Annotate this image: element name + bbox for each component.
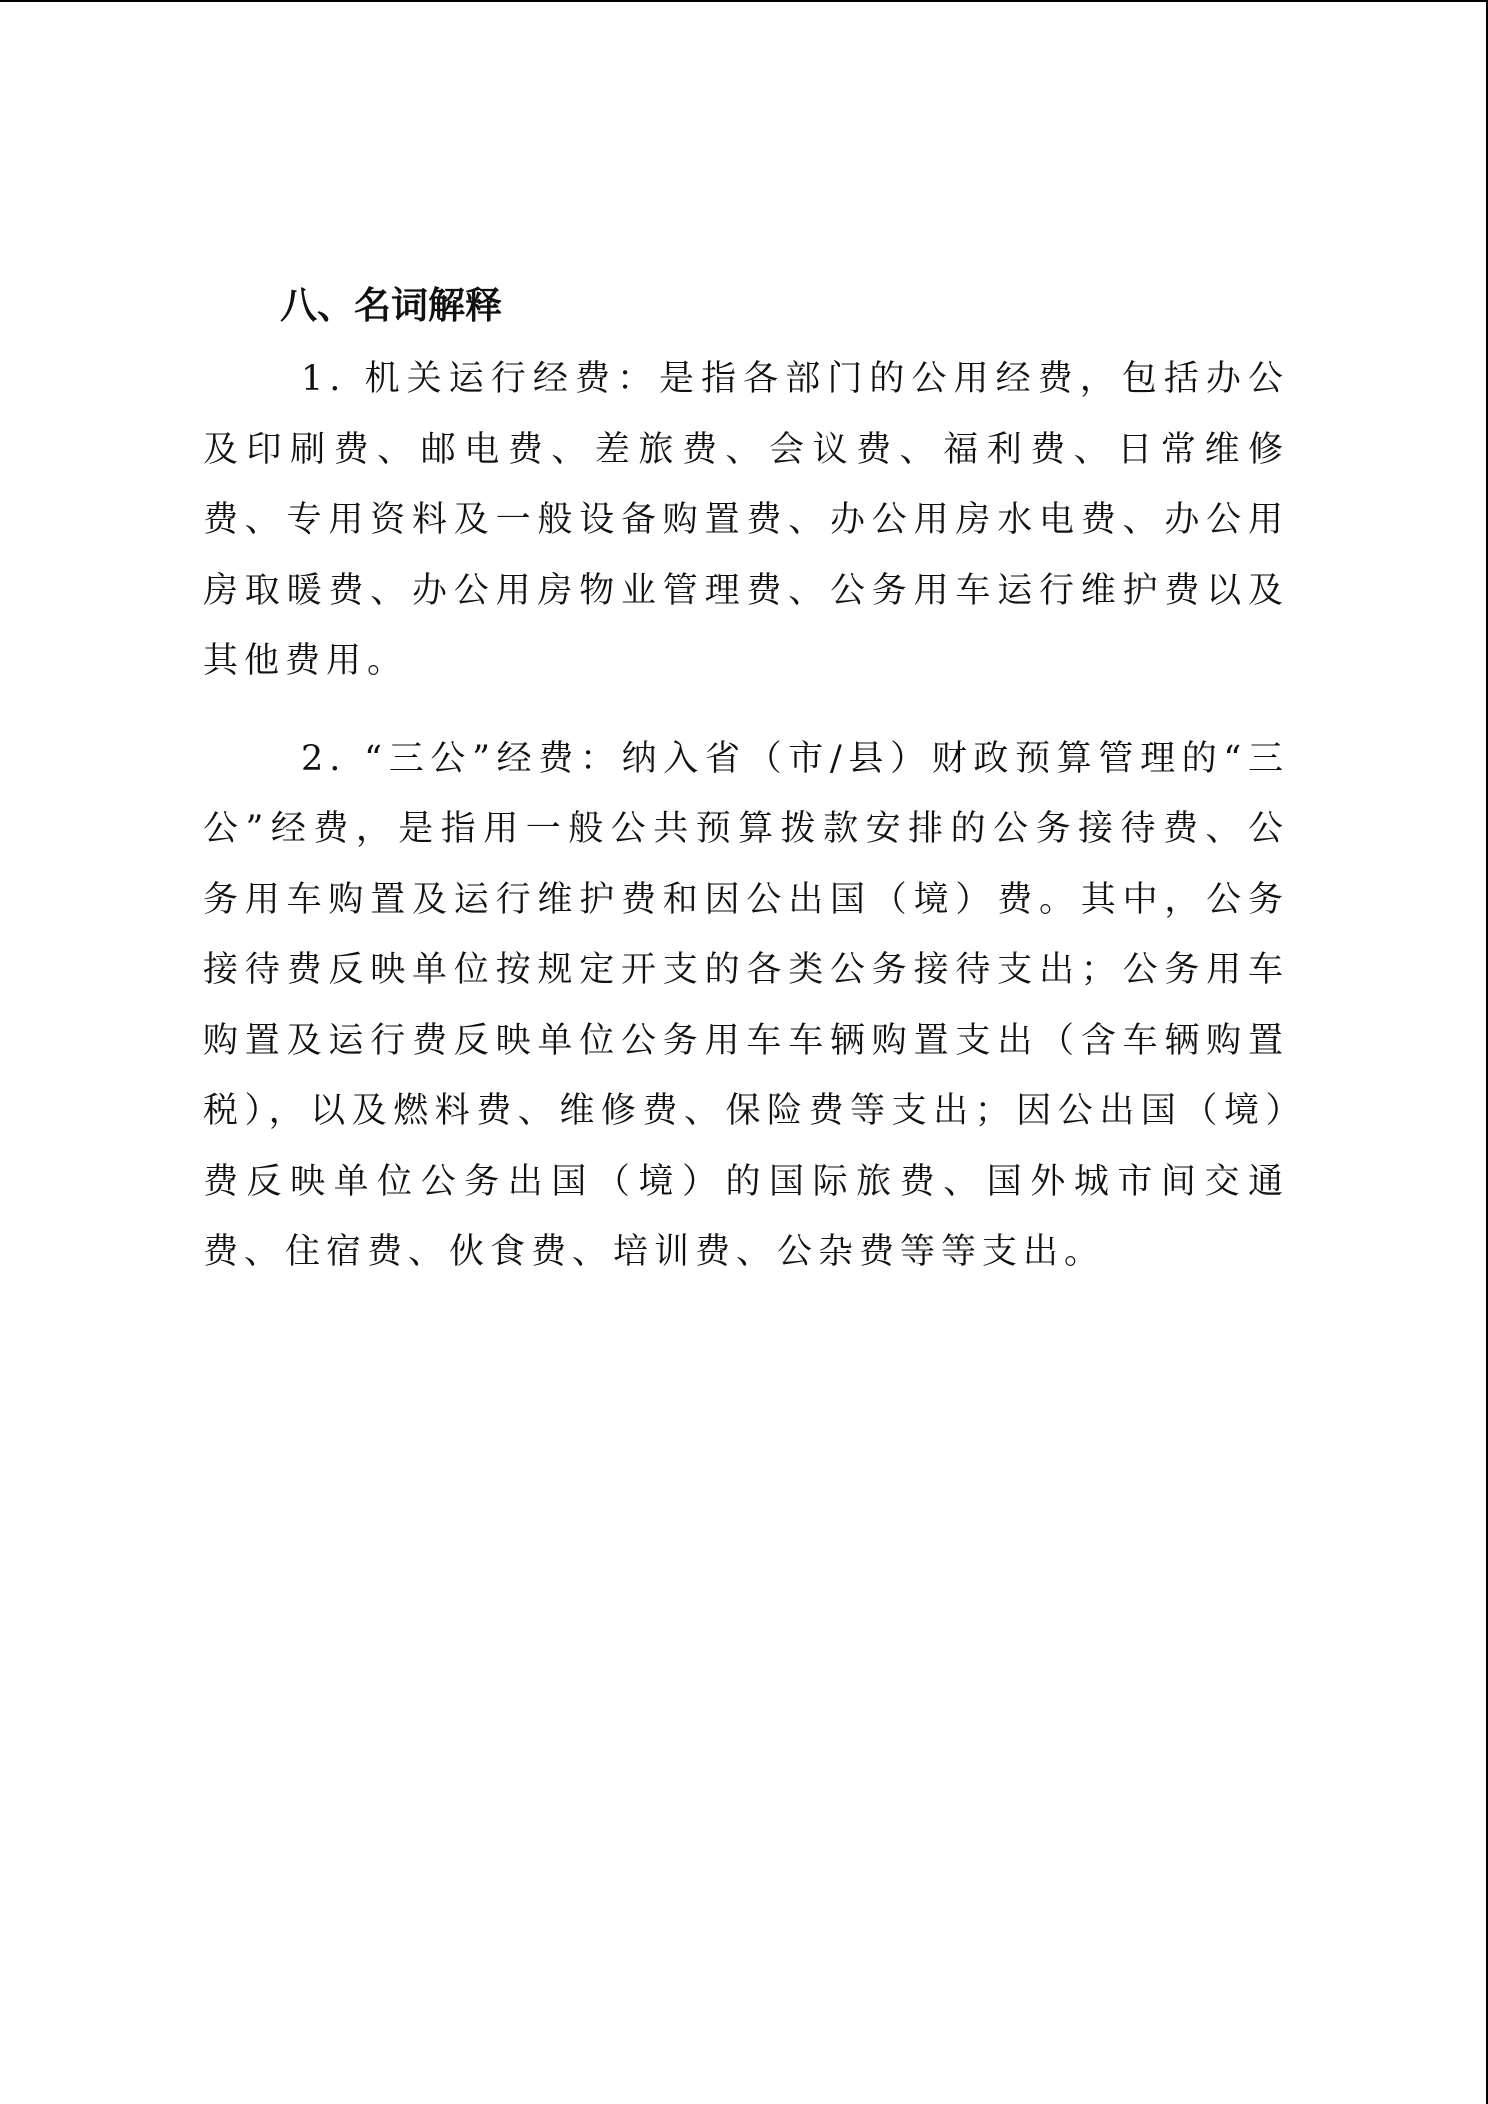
- page-content: [203, 276, 1289, 1288]
- paragraph-operating-expenses: 1. 机关运行经费：是指各部门的公用经费，包括办公及印刷费、邮电费、差旅费、会议费、福利费、日常维修费、专用资料及一般设备购置费、办公用房水电费、办公用房取暖费、办公用房物业管理费、公务用车运行维护费以及其他费用。: [203, 359, 1289, 681]
- page-top-border: [0, 0, 1488, 2]
- section-title: 八、名词解释: [280, 284, 502, 327]
- paragraph-three-public-expenses: 2. “三公”经费：纳入省（市/县）财政预算管理的“三公”经费，是指用一般公共预算拨款安排的公务接待费、公务用车购置及运行维护费和因公出国（境）费。其中，公务接待费反映单位按规定开支的各类公务接待支出；公务用车购置及运行费反映单位公务用车车辆购置支出（含车辆购置税），以及燃料费、维修费、保险费等支出；因公出国（境）费反映单位公务出国（境）的国际旅费、国外城市间交通费、住宿费、伙食费、培训费、公杂费等等支出。: [203, 738, 1289, 1272]
